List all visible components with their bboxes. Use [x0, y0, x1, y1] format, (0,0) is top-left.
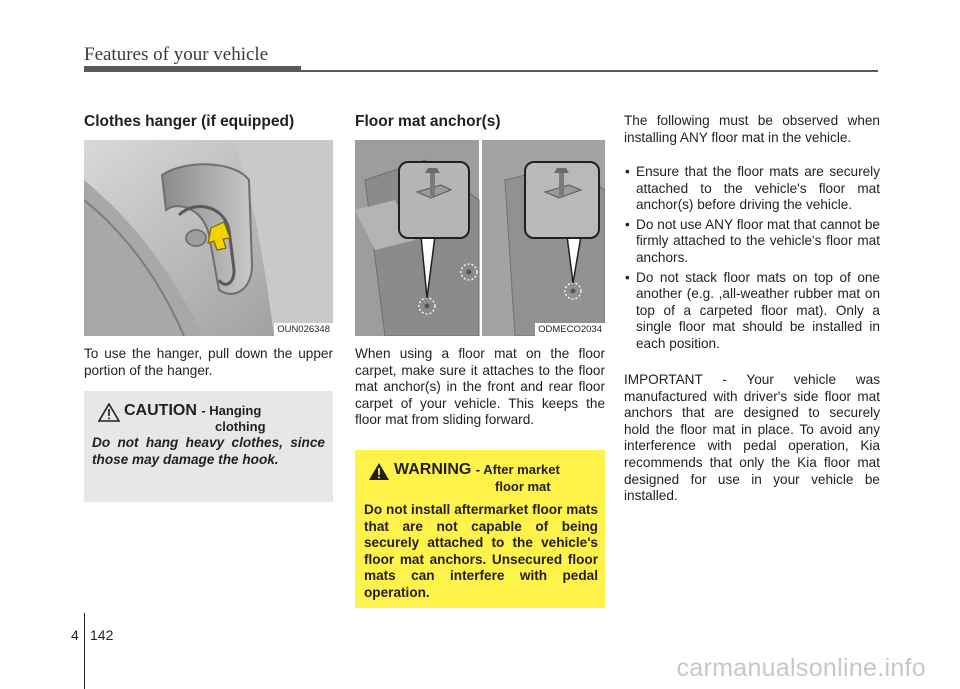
figure-code-label: ODMECO2034 [535, 323, 605, 336]
page-header-title: Features of your vehicle [84, 44, 269, 65]
footer-divider [84, 613, 85, 689]
list-item: • Do not stack floor mats on top of one another (e.g. ,all-weather rubber mat on top of a carpeted floor mat). Only a single floor mat should be installed in each position. [624, 270, 880, 353]
caution-subtitle-line2: clothing [215, 419, 266, 434]
list-item: • Ensure that the floor mats are securely attached to the vehicle's floor mat anchor(s) before driving the vehicle. [624, 164, 880, 214]
header-rule-thin [84, 70, 878, 72]
watermark: carmanualsonline.info [676, 654, 926, 682]
caution-title: CAUTION [124, 402, 197, 419]
warning-title: WARNING [394, 461, 472, 478]
important-note: IMPORTANT - Your vehicle was manufactured with driver's side floor mat anchors that are designed to securely hold the floor mat in place. To avoid any interference with pedal operation, Kia recommends that only the Kia floor mat designed for use in your vehicle be installed. [624, 372, 880, 504]
caution-text: Do not hang heavy clothes, since those may damage the hook. [92, 435, 325, 467]
caution-box [84, 391, 333, 502]
warning-subtitle: - After market [475, 462, 560, 477]
floor-mat-figure [355, 140, 605, 336]
figure-code-label: OUN026348 [274, 323, 333, 336]
warning-triangle-icon [368, 462, 390, 481]
floor-mat-illustration [355, 140, 605, 336]
floor-mat-anchor-heading: Floor mat anchor(s) [355, 113, 501, 130]
clothes-hanger-illustration [84, 140, 333, 336]
list-item: • Do not use ANY floor mat that cannot be firmly attached to the vehicle's floor mat anchors. [624, 217, 880, 267]
caution-triangle-icon [98, 403, 120, 422]
floor-mat-anchor-body: When using a floor mat on the floor carpet, make sure it attaches to the floor mat anchor(s) in the front and rear floor carpet of your vehicle. This keeps the floor mat from sliding forward. [355, 346, 605, 428]
page-number: 142 [90, 627, 114, 643]
floor-mat-intro: The following must be observed when installing ANY floor mat in the vehicle. [624, 113, 880, 145]
caution-subtitle: - Hanging [201, 403, 262, 418]
warning-text: Do not install aftermarket floor mats that are not capable of being securely attached to the vehicle's floor mat anchors. Unsecured floor mats can interfere with pedal operation. [364, 502, 598, 600]
warning-box [355, 450, 605, 608]
clothes-hanger-body: To use the hanger, pull down the upper portion of the hanger. [84, 346, 333, 378]
clothes-hanger-figure [84, 140, 333, 336]
chapter-number: 4 [71, 627, 79, 643]
warning-subtitle-line2: floor mat [495, 479, 551, 494]
floor-mat-rules-list [624, 164, 880, 356]
clothes-hanger-heading: Clothes hanger (if equipped) [84, 113, 295, 130]
